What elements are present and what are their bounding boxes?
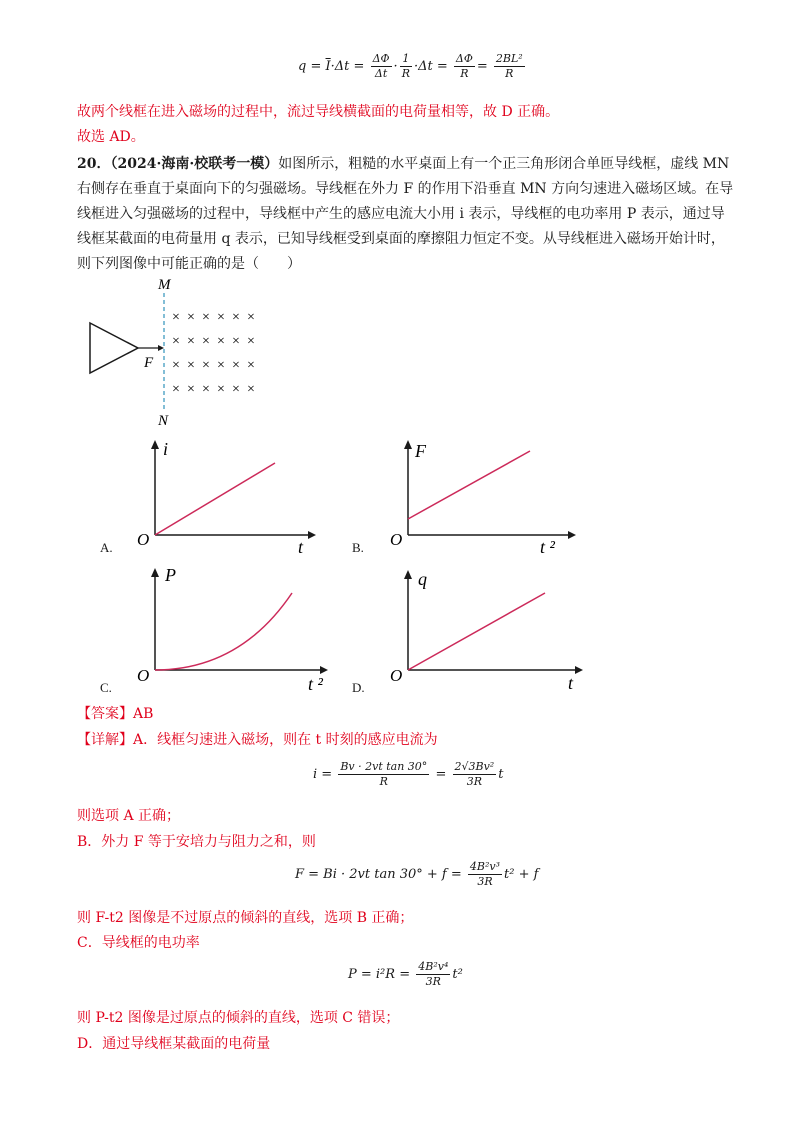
- svg-text:t ²: t ²: [540, 537, 555, 557]
- field-cross: ×: [232, 334, 240, 349]
- field-cross: ×: [172, 310, 180, 325]
- graph-a-curve: [155, 463, 275, 535]
- field-cross: ×: [247, 310, 255, 325]
- label-N: N: [158, 413, 169, 429]
- question-line-3: 线框进入匀强磁场的过程中，导线框中产生的感应电流大小用 i 表示，导线框的电功率用 P 表示，通过导: [77, 206, 725, 222]
- svg-text:t ²: t ²: [308, 674, 323, 690]
- question-line-4: 线框某截面的电荷量用 q 表示，已知导线框受到桌面的摩擦阻力恒定不变。从导线框进入磁场开始计时，: [77, 231, 725, 247]
- detail-c-conclusion: 则 P-t2 图像是过原点的倾斜的直线，选项 C 错误；: [77, 1010, 400, 1026]
- option-b-label: B.: [352, 540, 364, 555]
- svg-text:q: q: [418, 569, 427, 589]
- field-cross: ×: [187, 334, 195, 349]
- graph-d: [380, 565, 590, 690]
- question-line-1: 20．（2024·海南·校联考一模）如图所示，粗糙的水平桌面上有一个正三角形闭合单匝导线框，虚线 MN: [77, 156, 730, 172]
- field-cross: ×: [232, 358, 240, 373]
- detail-d-intro: D．通过导线框某截面的电荷量: [77, 1036, 271, 1052]
- triangle-frame: [90, 323, 138, 373]
- field-cross: ×: [172, 358, 180, 373]
- formula-c: P = i²R = $\frac{\text{4B²v⁴}}{3R}$ t²: [348, 960, 463, 988]
- svg-text:t: t: [298, 537, 304, 557]
- svg-text:t: t: [568, 673, 574, 690]
- force-arrowhead: [158, 345, 164, 351]
- field-cross: ×: [247, 358, 255, 373]
- detail-c-intro: C．导线框的电功率: [77, 935, 200, 951]
- formula-a: i = $\frac{\text{Bv · 2vt tan 30°}}{R}$ = $\frac{\text{2√3Bv²}}{3R}$ t: [313, 760, 504, 788]
- prev-answer: 故选 AD。: [77, 129, 145, 145]
- graph-a: [130, 435, 320, 560]
- graph-d-curve: [408, 593, 545, 670]
- svg-text:F: F: [415, 441, 426, 461]
- detail-a-conclusion: 则选项 A 正确；: [77, 808, 181, 824]
- field-cross: ×: [247, 382, 255, 397]
- detail-b-intro: B．外力 F 等于安培力与阻力之和，则: [77, 834, 316, 850]
- field-cross: ×: [187, 358, 195, 373]
- field-cross: ×: [202, 382, 210, 397]
- magnetic-field-figure: [80, 275, 280, 435]
- top-formula: $q = \overline{I}\cdot\Delta t$ = $\frac{\Delta\Phi}{\Delta t}$ · $\frac{1}{R}$ ·Δt = $\frac{\Delta\Phi}{R}$ = $\frac{\text{2BL²}}{R}$: [298, 52, 523, 80]
- detail-a-intro: 【详解】A．线框匀速进入磁场，则在 t 时刻的感应电流为: [77, 732, 438, 748]
- option-a-label: A.: [100, 540, 113, 555]
- field-cross: ×: [202, 310, 210, 325]
- svg-text:O: O: [390, 666, 403, 685]
- field-cross: ×: [202, 358, 210, 373]
- label-M: M: [158, 277, 171, 293]
- svg-text:i: i: [163, 439, 169, 459]
- field-cross: ×: [247, 334, 255, 349]
- field-cross: ×: [217, 310, 225, 325]
- option-c-label: C.: [100, 680, 112, 695]
- graph-b: [380, 435, 580, 560]
- field-cross: ×: [217, 358, 225, 373]
- field-cross: ×: [232, 310, 240, 325]
- detail-b-conclusion: 则 F-t2 图像是不过原点的倾斜的直线，选项 B 正确；: [77, 910, 414, 926]
- field-cross: ×: [187, 382, 195, 397]
- graph-b-curve: [408, 451, 530, 519]
- field-cross: ×: [187, 310, 195, 325]
- field-cross: ×: [172, 382, 180, 397]
- answer-line: 【答案】AB: [77, 706, 154, 722]
- field-crosses: [172, 310, 255, 397]
- formula-b: F = Bi · 2vt tan 30° + f = $\frac{\text{4B²v³}}{3R}$ t² + f: [295, 860, 539, 888]
- question-line-2: 右侧存在垂直于桌面向下的匀强磁场。导线框在外力 F 的作用下沿垂直 MN 方向匀速进入磁场区域。在导: [77, 181, 734, 197]
- field-cross: ×: [217, 382, 225, 397]
- label-F: F: [144, 355, 154, 371]
- svg-text:O: O: [390, 530, 403, 549]
- field-cross: ×: [202, 334, 210, 349]
- field-cross: ×: [217, 334, 225, 349]
- field-cross: ×: [172, 334, 180, 349]
- field-cross: ×: [232, 382, 240, 397]
- graph-c: [130, 565, 330, 690]
- question-line-5: 则下列图像中可能正确的是（ ）: [77, 256, 301, 272]
- svg-text:P: P: [165, 565, 176, 585]
- svg-text:O: O: [137, 666, 150, 685]
- svg-text:O: O: [137, 530, 150, 549]
- graph-c-curve: [155, 593, 292, 670]
- prev-conclusion: 故两个线框在进入磁场的过程中，流过导线横截面的电荷量相等，故 D 正确。: [77, 104, 560, 120]
- option-d-label: D.: [352, 680, 365, 695]
